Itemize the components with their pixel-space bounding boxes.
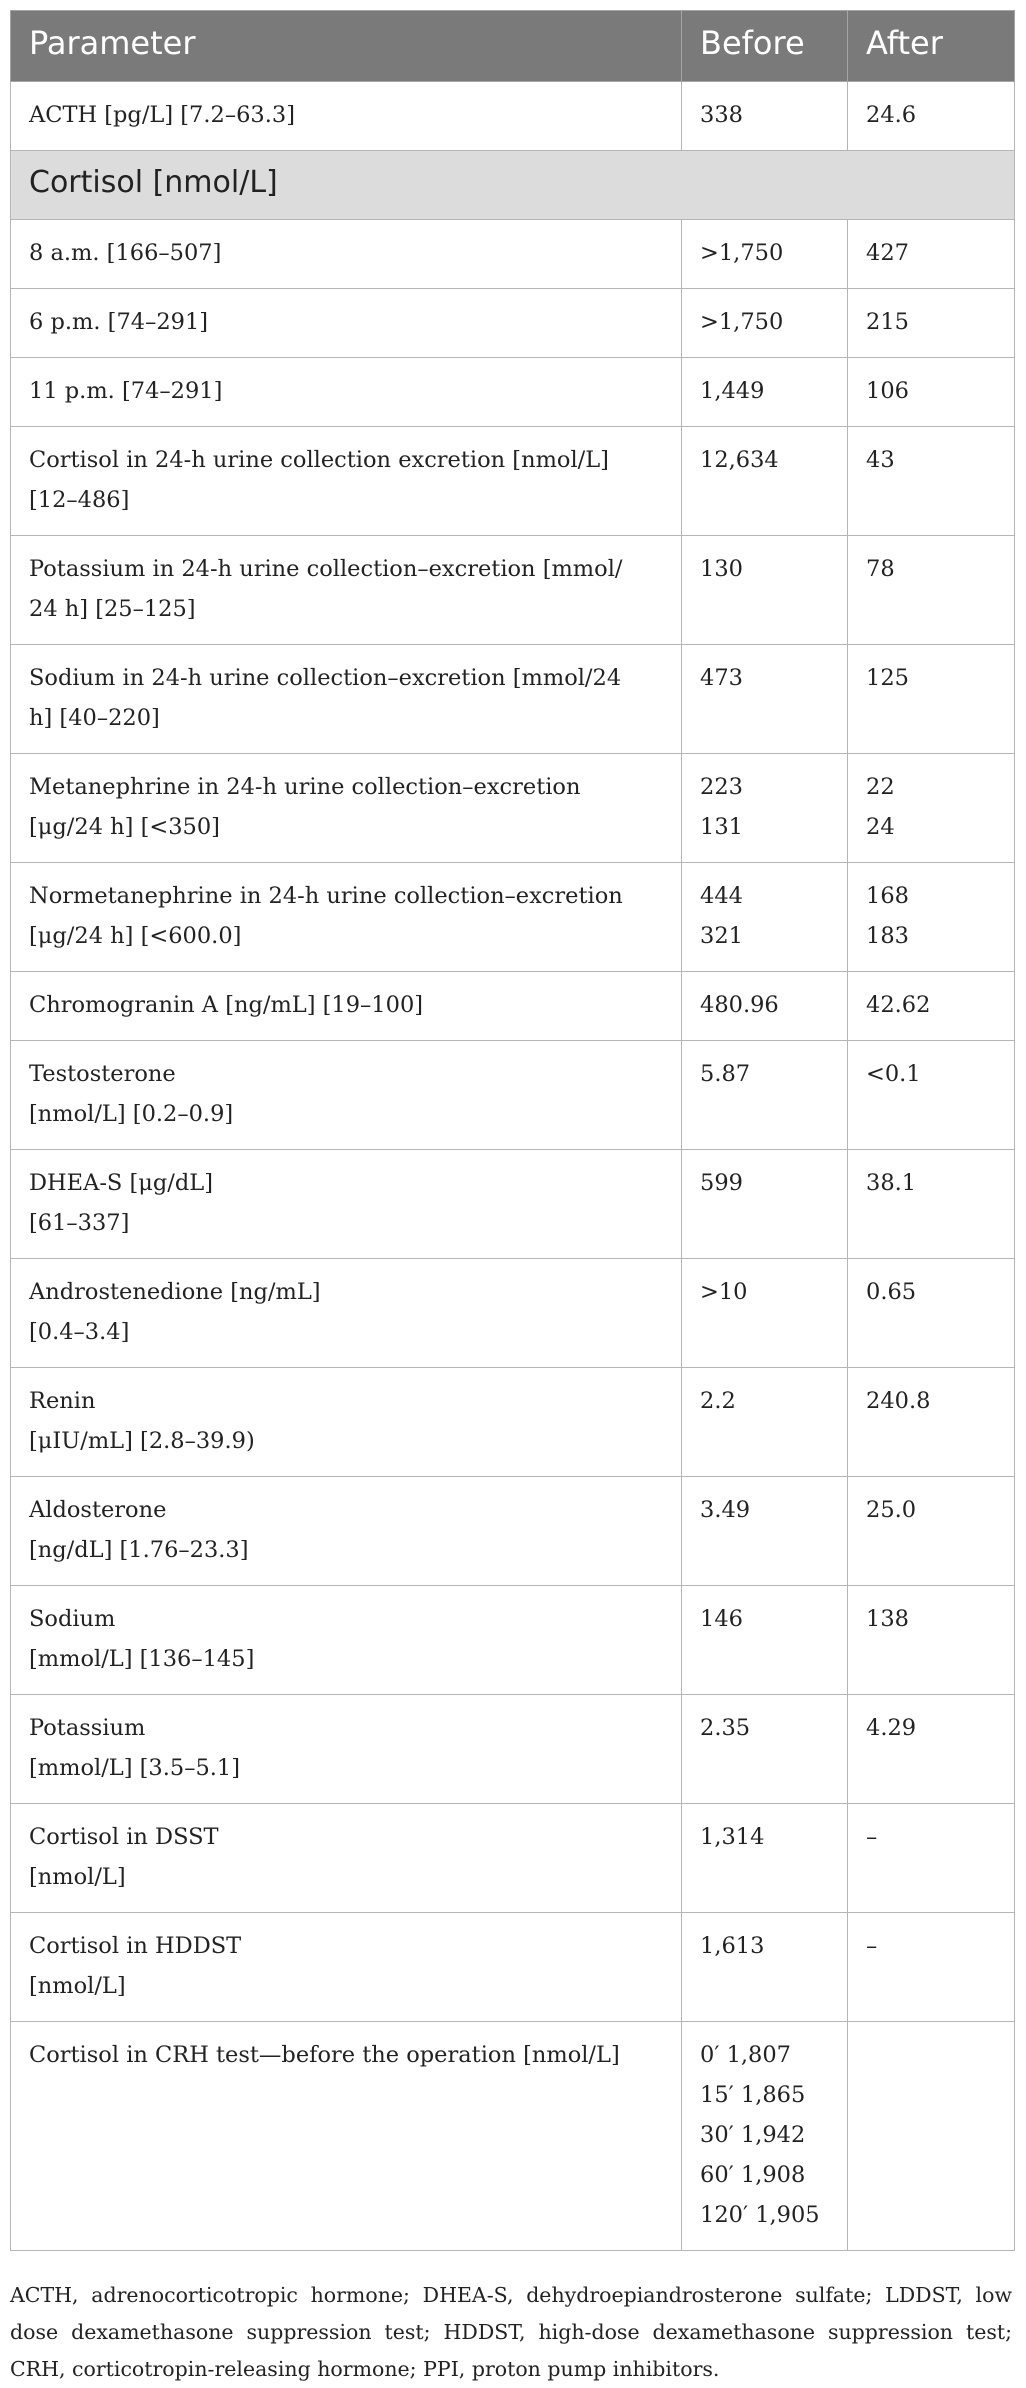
parameter-cell — [11, 972, 682, 1041]
table-row — [11, 1477, 1015, 1586]
parameter-cell — [11, 1477, 682, 1586]
after-cell-line: 24.6 — [866, 102, 917, 128]
before-cell-line: 120′ 1,905 — [700, 2202, 820, 2228]
before-cell-line: 1,314 — [700, 1824, 765, 1850]
parameter-cell-line: [mmol/L] [3.5–5.1] — [29, 1755, 241, 1781]
before-cell-line: 1,613 — [700, 1933, 765, 1959]
before-cell-line: 60′ 1,908 — [700, 2162, 806, 2188]
parameter-cell — [11, 1695, 682, 1804]
after-cell-line: <0.1 — [866, 1061, 921, 1087]
before-cell — [682, 358, 848, 427]
after-cell — [848, 427, 1015, 536]
before-cell — [682, 1913, 848, 2022]
after-cell — [848, 1804, 1015, 1913]
parameter-cell — [11, 536, 682, 645]
before-cell-line: >1,750 — [700, 309, 784, 335]
parameter-cell — [11, 1368, 682, 1477]
parameter-cell-line: Cortisol in 24-h urine collection excretion [nmol/L] — [29, 447, 609, 473]
parameter-cell — [11, 2022, 682, 2251]
before-cell-line: 1,449 — [700, 378, 765, 404]
parameter-cell-line: [nmol/L] — [29, 1864, 126, 1890]
before-cell-line: >10 — [700, 1279, 748, 1305]
after-cell-line: – — [866, 1824, 878, 1850]
table-row — [11, 1041, 1015, 1150]
after-cell-line: 168 — [866, 883, 909, 909]
parameter-cell-line: Cortisol in DSST — [29, 1824, 219, 1850]
after-cell-line: 0.65 — [866, 1279, 917, 1305]
after-cell — [848, 536, 1015, 645]
parameter-cell — [11, 645, 682, 754]
parameter-cell-line: [61–337] — [29, 1210, 130, 1236]
table-row — [11, 2022, 1015, 2251]
before-cell — [682, 536, 848, 645]
parameter-cell — [11, 863, 682, 972]
table-row — [11, 82, 1015, 151]
parameter-cell-line: [ng/dL] [1.76–23.3] — [29, 1537, 249, 1563]
before-cell — [682, 1150, 848, 1259]
table-row — [11, 1913, 1015, 2022]
table-row — [11, 645, 1015, 754]
before-cell-line: 444 — [700, 883, 743, 909]
before-cell — [682, 1259, 848, 1368]
before-cell-line: 131 — [700, 814, 743, 840]
parameter-cell-line: 11 p.m. [74–291] — [29, 378, 223, 404]
before-cell-line: 480.96 — [700, 992, 779, 1018]
parameter-cell-line: Testosterone — [29, 1061, 176, 1087]
before-cell — [682, 1368, 848, 1477]
before-cell-line: 223 — [700, 774, 743, 800]
parameter-cell-line: 24 h] [25–125] — [29, 596, 196, 622]
before-cell-line: 2.35 — [700, 1715, 751, 1741]
after-cell — [848, 1586, 1015, 1695]
after-cell-line: 4.29 — [866, 1715, 917, 1741]
parameter-cell — [11, 289, 682, 358]
parameter-cell-line: ACTH [pg/L] [7.2–63.3] — [29, 102, 295, 128]
after-cell — [848, 82, 1015, 151]
parameter-cell-line: [μg/24 h] [<350] — [29, 814, 220, 840]
parameter-cell — [11, 1259, 682, 1368]
table-row — [11, 289, 1015, 358]
parameter-cell — [11, 1150, 682, 1259]
after-cell-line: 427 — [866, 240, 909, 266]
after-cell-line: 240.8 — [866, 1388, 931, 1414]
table-row — [11, 754, 1015, 863]
parameter-cell-line: Sodium — [29, 1606, 116, 1632]
after-cell-line: – — [866, 1933, 878, 1959]
after-cell — [848, 1913, 1015, 2022]
before-cell-line: 2.2 — [700, 1388, 736, 1414]
before-cell-line: 3.49 — [700, 1497, 751, 1523]
section-row-cortisol — [11, 151, 1015, 220]
table-row — [11, 1804, 1015, 1913]
after-cell — [848, 1259, 1015, 1368]
after-cell — [848, 1041, 1015, 1150]
after-cell-line: 138 — [866, 1606, 909, 1632]
before-cell — [682, 1477, 848, 1586]
parameter-cell-line: [μg/24 h] [<600.0] — [29, 923, 242, 949]
parameter-cell-line: Chromogranin A [ng/mL] [19–100] — [29, 992, 424, 1018]
before-cell — [682, 1041, 848, 1150]
after-cell — [848, 289, 1015, 358]
before-cell-line: 146 — [700, 1606, 743, 1632]
header-parameter: Parameter — [11, 11, 682, 82]
table-header-row — [11, 11, 1015, 82]
before-cell — [682, 1586, 848, 1695]
parameter-cell-line: [mmol/L] [136–145] — [29, 1646, 255, 1672]
after-cell — [848, 2022, 1015, 2251]
parameter-cell-line: h] [40–220] — [29, 705, 160, 731]
before-cell — [682, 2022, 848, 2251]
parameter-cell-line: Cortisol in CRH test—before the operation [nmol/L] — [29, 2042, 620, 2068]
after-cell-line: 125 — [866, 665, 909, 691]
before-cell — [682, 427, 848, 536]
table-row — [11, 358, 1015, 427]
table-row — [11, 972, 1015, 1041]
after-cell-line: 183 — [866, 923, 909, 949]
lab-results-table — [10, 10, 1015, 2251]
before-cell-line: 338 — [700, 102, 743, 128]
header-after: After — [848, 11, 1015, 82]
before-cell-line: 130 — [700, 556, 743, 582]
parameter-cell-line: 8 a.m. [166–507] — [29, 240, 222, 266]
after-cell — [848, 1150, 1015, 1259]
before-cell-line: 15′ 1,865 — [700, 2082, 806, 2108]
table-row — [11, 536, 1015, 645]
parameter-cell-line: Cortisol in HDDST — [29, 1933, 242, 1959]
parameter-cell — [11, 427, 682, 536]
after-cell-line: 38.1 — [866, 1170, 917, 1196]
before-cell-line: 0′ 1,807 — [700, 2042, 791, 2068]
after-cell-line: 106 — [866, 378, 909, 404]
before-cell-line: 473 — [700, 665, 743, 691]
parameter-cell — [11, 754, 682, 863]
after-cell — [848, 220, 1015, 289]
table-row — [11, 1695, 1015, 1804]
parameter-cell — [11, 1041, 682, 1150]
before-cell — [682, 82, 848, 151]
parameter-cell-line: [12–486] — [29, 487, 130, 513]
parameter-cell — [11, 220, 682, 289]
parameter-cell — [11, 1586, 682, 1695]
before-cell-line: 599 — [700, 1170, 743, 1196]
parameter-cell-line: Metanephrine in 24-h urine collection–excretion — [29, 774, 581, 800]
before-cell — [682, 754, 848, 863]
table-row — [11, 863, 1015, 972]
before-cell — [682, 972, 848, 1041]
before-cell — [682, 863, 848, 972]
before-cell — [682, 1695, 848, 1804]
before-cell — [682, 220, 848, 289]
table-row — [11, 1259, 1015, 1368]
after-cell-line: 42.62 — [866, 992, 931, 1018]
table-body-main — [11, 220, 1015, 2251]
table-row — [11, 220, 1015, 289]
after-cell — [848, 1477, 1015, 1586]
before-cell — [682, 1804, 848, 1913]
parameter-cell-line: Potassium — [29, 1715, 146, 1741]
parameter-cell-line: Sodium in 24-h urine collection–excretion [mmol/24 — [29, 665, 622, 691]
table-row — [11, 427, 1015, 536]
before-cell-line: 30′ 1,942 — [700, 2122, 806, 2148]
parameter-cell-line: [0.4–3.4] — [29, 1319, 130, 1345]
table-row — [11, 1368, 1015, 1477]
section-label: Cortisol [nmol/L] — [11, 151, 1015, 220]
before-cell — [682, 289, 848, 358]
after-cell — [848, 358, 1015, 427]
after-cell-line: 43 — [866, 447, 895, 473]
before-cell-line: 321 — [700, 923, 743, 949]
lab-results-panel — [10, 10, 1014, 2388]
parameter-cell-line: [nmol/L] — [29, 1973, 126, 1999]
parameter-cell-line: Normetanephrine in 24-h urine collection–excretion — [29, 883, 623, 909]
after-cell-line: 215 — [866, 309, 909, 335]
parameter-cell-line: DHEA-S [μg/dL] — [29, 1170, 214, 1196]
section-group — [11, 151, 1015, 220]
table-footnote: ACTH, adrenocorticotropic hormone; DHEA-S, dehydroepiandrosterone sulfate; LDDST, low dose dexamethasone suppression test; HDDST, high-dose dexamethasone suppression test; CRH, corticotropin-releasing hormone; PPI, proton pump inhibitors. — [10, 2283, 1012, 2381]
parameter-cell — [11, 1804, 682, 1913]
after-cell — [848, 754, 1015, 863]
after-cell-line: 22 — [866, 774, 895, 800]
parameter-cell-line: 6 p.m. [74–291] — [29, 309, 209, 335]
before-cell-line: 12,634 — [700, 447, 779, 473]
after-cell — [848, 1368, 1015, 1477]
parameter-cell-line: [nmol/L] [0.2–0.9] — [29, 1101, 234, 1127]
after-cell — [848, 863, 1015, 972]
before-cell — [682, 645, 848, 754]
after-cell — [848, 1695, 1015, 1804]
table-body-top — [11, 82, 1015, 151]
before-cell-line: >1,750 — [700, 240, 784, 266]
parameter-cell-line: Aldosterone — [29, 1497, 167, 1523]
after-cell — [848, 972, 1015, 1041]
parameter-cell-line: Renin — [29, 1388, 96, 1414]
after-cell-line: 24 — [866, 814, 895, 840]
table-row — [11, 1586, 1015, 1695]
parameter-cell-line: Androstenedione [ng/mL] — [29, 1279, 321, 1305]
table-row — [11, 1150, 1015, 1259]
after-cell-line: 25.0 — [866, 1497, 917, 1523]
parameter-cell — [11, 358, 682, 427]
after-cell — [848, 645, 1015, 754]
after-cell-line: 78 — [866, 556, 895, 582]
parameter-cell — [11, 1913, 682, 2022]
before-cell-line: 5.87 — [700, 1061, 751, 1087]
header-before: Before — [682, 11, 848, 82]
parameter-cell — [11, 82, 682, 151]
parameter-cell-line: [μIU/mL] [2.8–39.9) — [29, 1428, 255, 1454]
parameter-cell-line: Potassium in 24-h urine collection–excretion [mmol/ — [29, 556, 623, 582]
